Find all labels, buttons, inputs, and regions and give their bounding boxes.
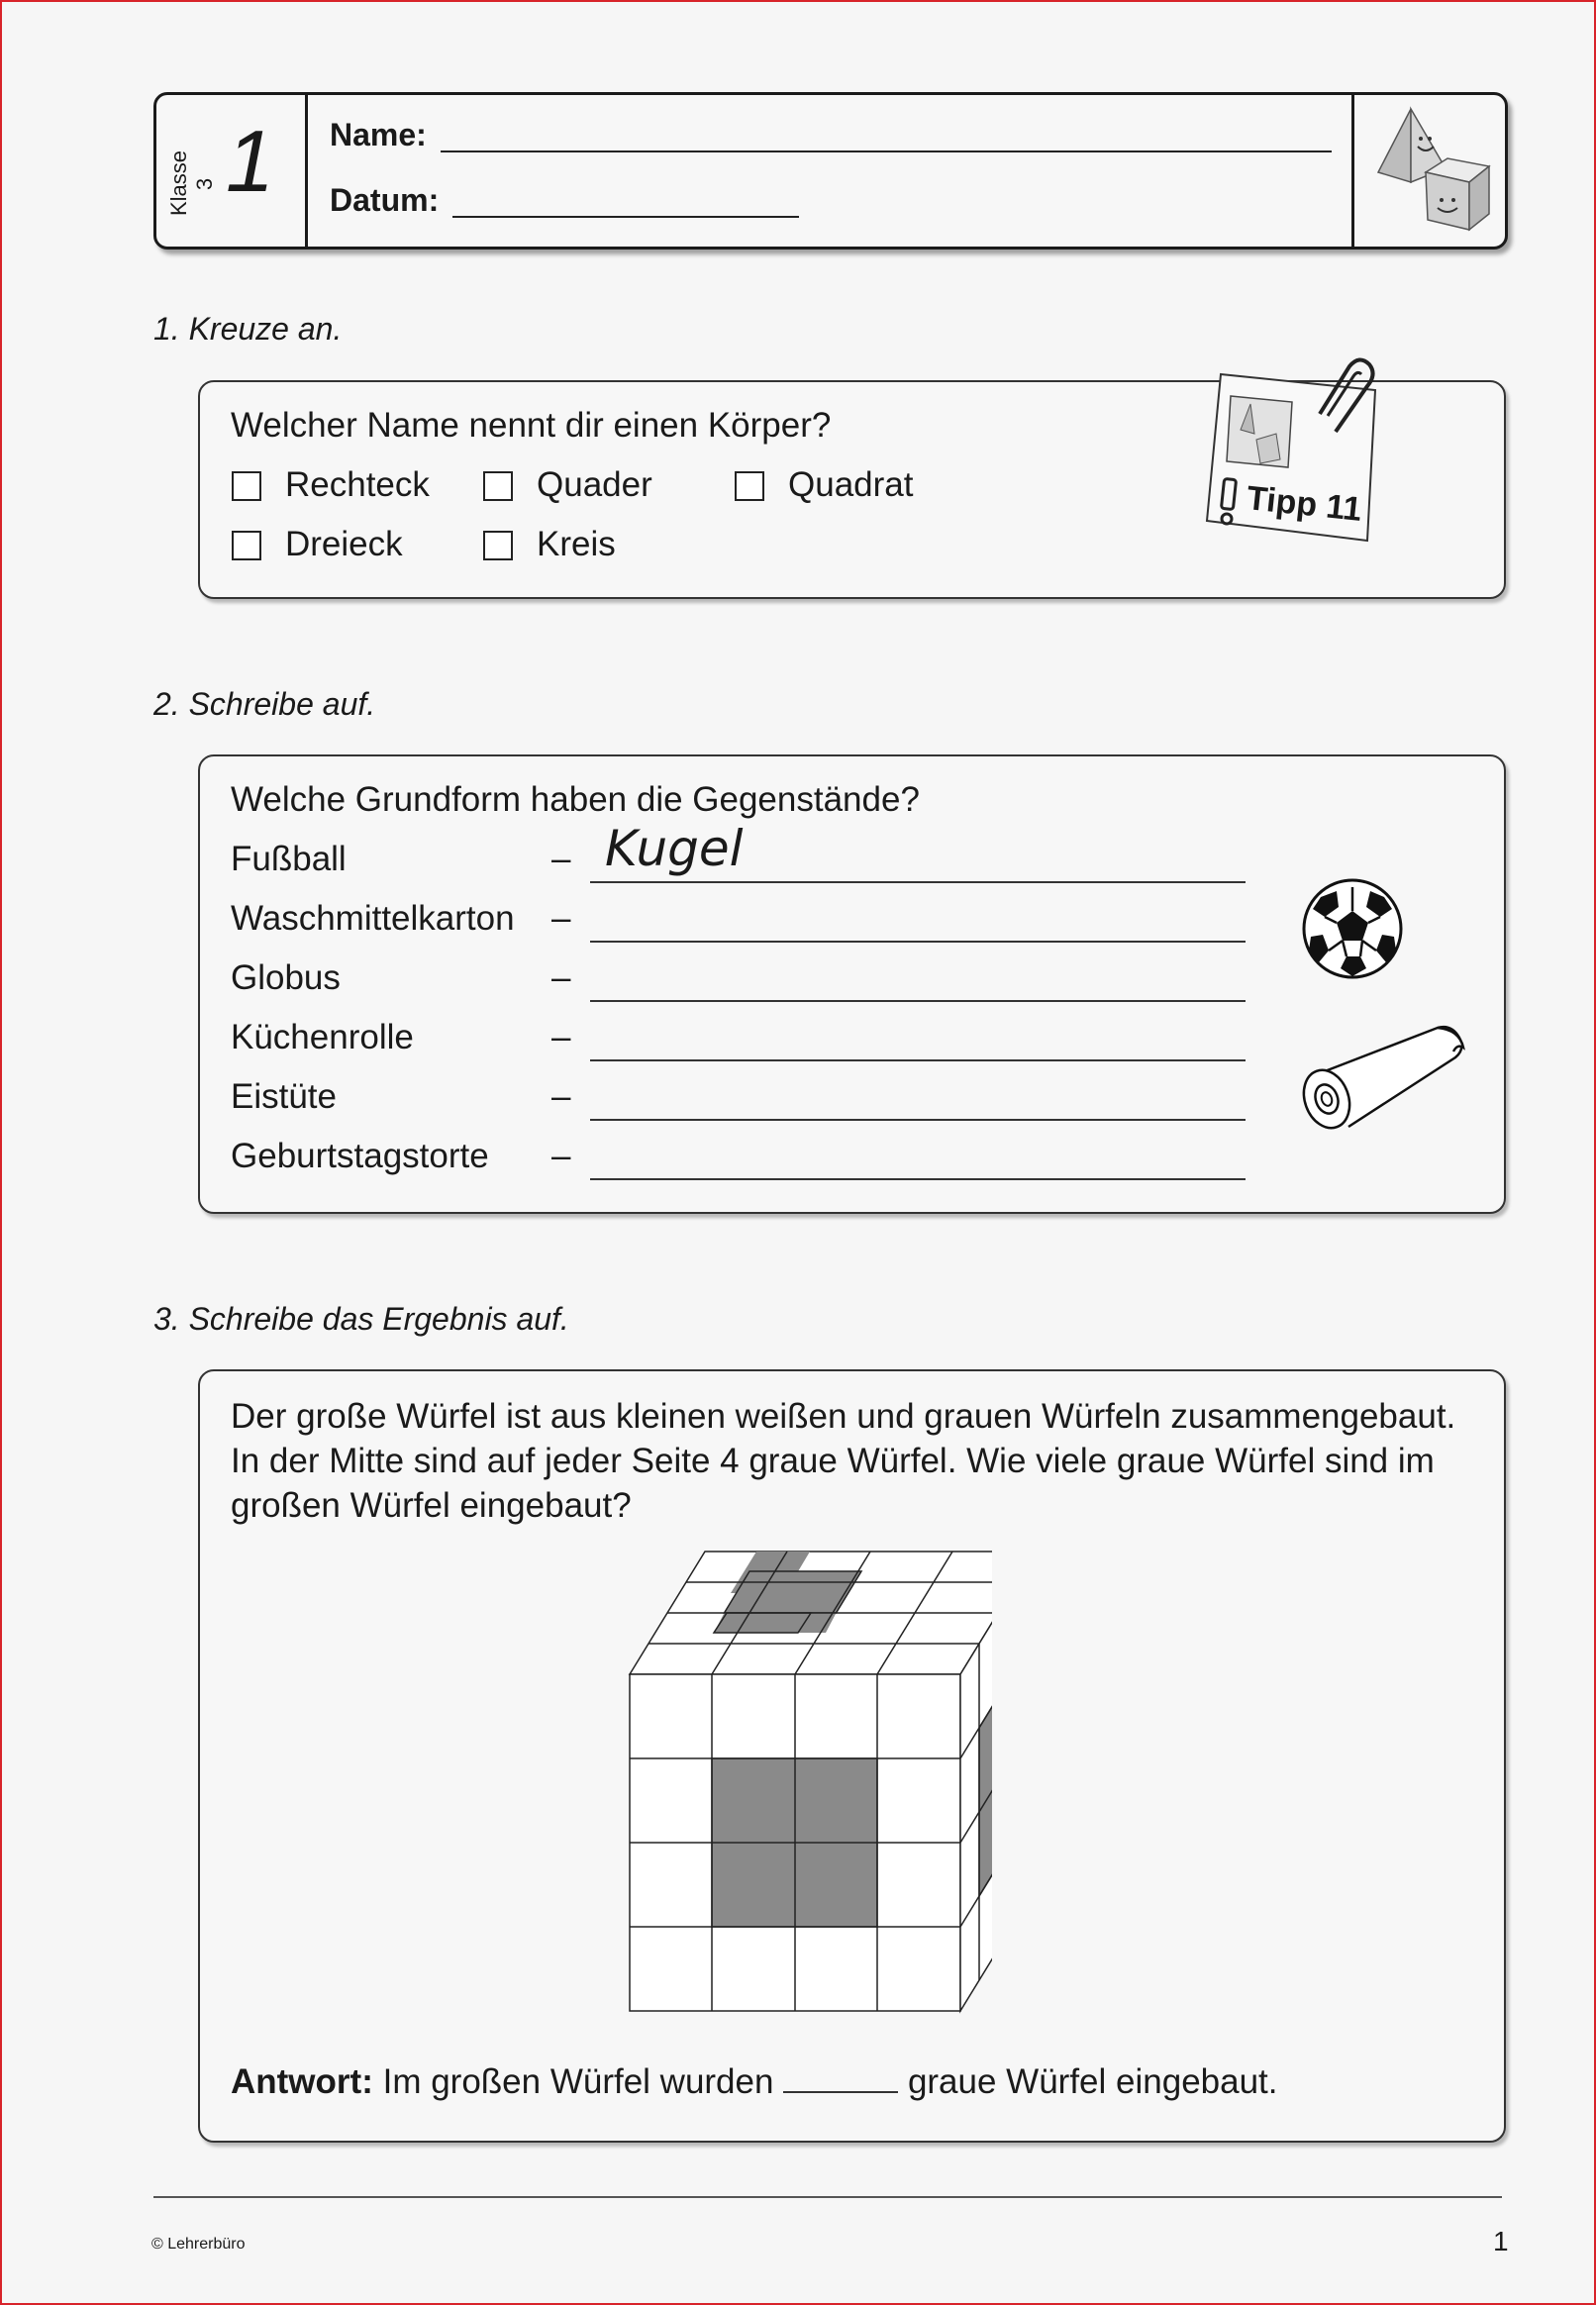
dash: – — [551, 958, 571, 997]
paper-roll-icon — [1297, 1024, 1471, 1133]
task2-box — [198, 754, 1506, 1214]
footer-divider — [153, 2196, 1502, 2198]
header-divider — [305, 95, 308, 247]
checkbox-quader[interactable] — [483, 471, 513, 501]
item-label: Waschmittelkarton — [231, 899, 515, 938]
item-label: Geburtstagstorte — [231, 1137, 489, 1175]
answer-line[interactable] — [590, 1059, 1246, 1061]
name-label: Name: — [330, 117, 427, 152]
checkbox-kreis[interactable] — [483, 531, 513, 560]
date-label: Datum: — [330, 182, 440, 218]
checkbox-dreieck[interactable] — [232, 531, 261, 560]
answer-line[interactable] — [590, 1119, 1246, 1121]
task1-question: Welcher Name nennt dir einen Körper? — [231, 406, 832, 445]
checkbox-rechteck[interactable] — [232, 471, 261, 501]
class-label: Klasse 3 — [166, 150, 217, 216]
task3-instruction: 3. Schreibe das Ergebnis auf. — [153, 1301, 569, 1337]
task3-text-line: großen Würfel eingebaut? — [231, 1486, 632, 1525]
header-divider — [1351, 95, 1354, 247]
task3-text-line: Der große Würfel ist aus kleinen weißen und grauen Würfeln zusammengebaut. — [231, 1397, 1456, 1436]
option-label: Dreieck — [285, 525, 403, 563]
worksheet-number: 1 — [226, 112, 274, 210]
handwritten-answer: Kugel — [605, 820, 744, 877]
option-label: Quader — [537, 465, 652, 504]
page-number: 1 — [1493, 2226, 1509, 2256]
header-box — [153, 92, 1508, 250]
item-label: Fußball — [231, 840, 347, 878]
tip-label: Tipp 11 — [1245, 479, 1364, 529]
checkbox-quadrat[interactable] — [735, 471, 764, 501]
dash: – — [551, 1018, 571, 1056]
answer-label: Antwort: — [231, 2062, 373, 2101]
copyright: © Lehrerbüro — [151, 2236, 246, 2253]
option-label: Quadrat — [788, 465, 914, 504]
dash: – — [551, 1077, 571, 1116]
answer-blank[interactable] — [783, 2061, 898, 2093]
shapes-logo-icon — [1366, 103, 1500, 238]
option-label: Kreis — [537, 525, 616, 563]
answer-text-after: graue Würfel eingebaut. — [907, 2062, 1278, 2101]
cube-diagram — [626, 1550, 992, 2015]
answer-sentence — [231, 2061, 1278, 2102]
answer-line[interactable] — [590, 941, 1246, 943]
item-label: Eistüte — [231, 1077, 337, 1116]
dash: – — [551, 840, 571, 878]
task3-text-line: In der Mitte sind auf jeder Seite 4 graue Würfel. Wie viele graue Würfel sind im — [231, 1442, 1435, 1480]
dash: – — [551, 1137, 571, 1175]
answer-line[interactable] — [590, 1178, 1246, 1180]
task2-instruction: 2. Schreibe auf. — [153, 686, 376, 722]
task1-instruction: 1. Kreuze an. — [153, 311, 343, 347]
dash: – — [551, 899, 571, 938]
answer-line[interactable] — [590, 1000, 1246, 1002]
tip-note[interactable] — [1201, 356, 1379, 543]
item-label: Globus — [231, 958, 341, 997]
answer-line[interactable] — [590, 881, 1246, 883]
item-label: Küchenrolle — [231, 1018, 414, 1056]
task3-box — [198, 1369, 1506, 2143]
answer-text-before: Im großen Würfel wurden — [382, 2062, 774, 2101]
date-field[interactable] — [452, 216, 799, 218]
soccer-ball-icon — [1301, 877, 1404, 980]
name-field[interactable] — [441, 150, 1332, 152]
option-label: Rechteck — [285, 465, 430, 504]
task2-question: Welche Grundform haben die Gegenstände? — [231, 780, 920, 819]
